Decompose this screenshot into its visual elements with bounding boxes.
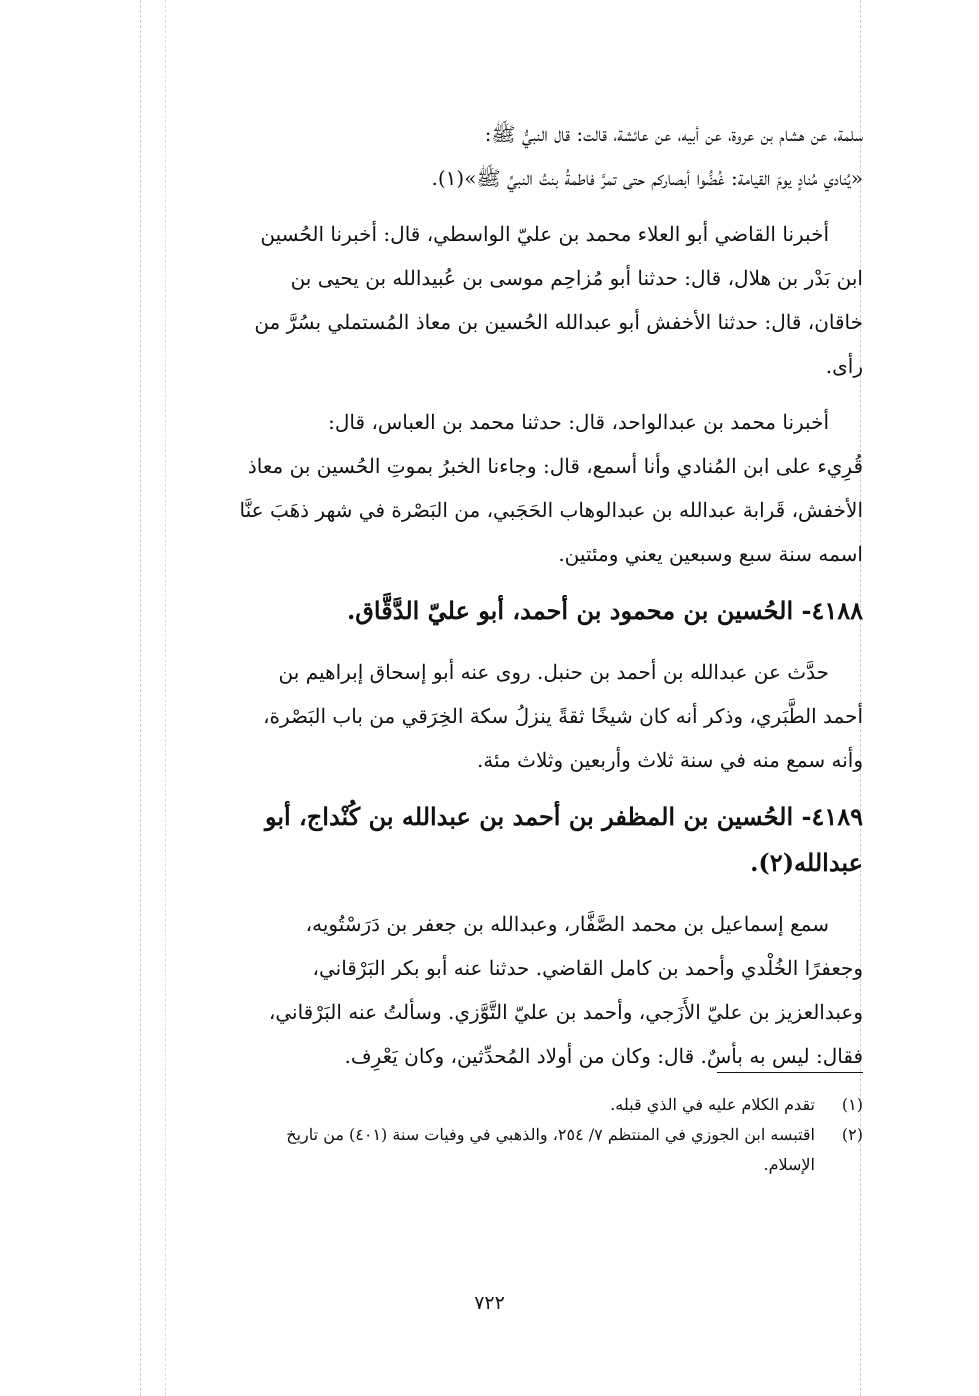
footnote-number: (١) xyxy=(841,1095,863,1114)
text-line: وعبدالعزيز بن عليّ الأَزَجي، وأحمد بن عليّ التَّوَّزي. وسألتُ عنه البَرْقاني، xyxy=(268,1000,863,1024)
footnotes xyxy=(145,1090,863,1180)
footnote-text xyxy=(145,1090,815,1120)
text-line: وجعفرًا الخُلْدي وأحمد بن كامل القاضي. حدثنا عنه أبو بكر البَرْقاني، xyxy=(312,956,863,980)
text-line: اسمه سنة سبع وسبعين يعني ومئتين. xyxy=(558,542,863,566)
heading-line: ٤١٨٩- الحُسين بن المظفر بن أحمد بن عبدالله بن كُنْداج، أبو xyxy=(264,802,863,831)
text-line: أخبرنا القاضي أبو العلاء محمد بن عليّ الواسطي، قال: أخبرنا الحُسين xyxy=(260,222,829,246)
heading-line: عبدالله(٢). xyxy=(750,848,863,877)
paragraph-2 xyxy=(145,212,863,388)
text-line: «يُنادي مُنادٍ يومَ القيامة: غُضُّوا أبصاركم حتى تمرَّ فاطمةُ بنتُ النبيِّ ﷺ»(١). xyxy=(431,166,863,190)
page-number: ٧٢٢ xyxy=(474,1292,505,1314)
footnote-divider xyxy=(717,1072,863,1073)
text-line: قُرِيء على ابن المُنادي وأنا أسمع، قال: وجاءنا الخبرُ بموتِ الحُسين بن معاذ xyxy=(247,454,863,478)
entry-heading-4188: ٤١٨٨- الحُسين بن محمود بن أحمد، أبو عليّ الدَّقَّاق. xyxy=(346,596,863,625)
entry-heading-4189 xyxy=(145,794,863,886)
paragraph-3 xyxy=(145,400,863,576)
text-line: وأنه سمع منه في سنة ثلاث وأربعين وثلاث مئة. xyxy=(476,748,863,772)
paragraph-4 xyxy=(145,650,863,782)
paragraph-5 xyxy=(145,902,863,1078)
text-line: أخبرنا محمد بن عبدالواحد، قال: حدثنا محمد بن العباس، قال: xyxy=(328,410,829,434)
footnote-2 xyxy=(145,1120,863,1180)
text-line: سمع إسماعيل بن محمد الصَّفَّار، وعبدالله بن جعفر بن دَرَسْتُويه، xyxy=(305,912,829,936)
text-line: حدَّث عن عبدالله بن أحمد بن حنبل. روى عنه أبو إسحاق إبراهيم بن xyxy=(278,660,829,684)
footnote-text xyxy=(145,1120,815,1180)
text-line: خاقان، قال: حدثنا الأخفش أبو عبدالله الحُسين بن معاذ المُستملي بسُرَّ من xyxy=(254,310,863,334)
main-text xyxy=(145,112,863,1090)
footnote-number: (٢) xyxy=(841,1125,863,1144)
scan-artifact-line xyxy=(140,0,141,1396)
text-line: رأى. xyxy=(825,354,863,378)
footnote-line: الإسلام. xyxy=(763,1155,815,1174)
paragraph-1 xyxy=(145,112,863,200)
text-line: أحمد الطَّبَري، وذكر أنه كان شيخًا ثقةً ينزلُ سكة الخِرَقي من باب البَصْرة، xyxy=(263,704,863,728)
footnote-line: اقتبسه ابن الجوزي في المنتظم ٧/ ٢٥٤، والذهبي في وفيات سنة (٤٠١) من تاريخ xyxy=(286,1125,815,1144)
text-line: فقال: ليس به بأسٌ. قال: وكان من أولاد المُحدِّثين، وكان يَعْرِف. xyxy=(344,1044,863,1068)
footnote-line: تقدم الكلام عليه في الذي قبله. xyxy=(610,1095,815,1114)
text-line: سلمة، عن هشام بن عروة، عن أبيه، عن عائشة، قالت: قال النبيُّ ﷺ: xyxy=(484,122,863,146)
footnote-1 xyxy=(145,1090,863,1120)
text-line: ابن بَدْر بن هلال، قال: حدثنا أبو مُزاحِم موسى بن عُبيدالله بن يحيى بن xyxy=(290,266,863,290)
text-line: الأخفش، قَرابة عبدالله بن عبدالوهاب الحَجَبي، من البَصْرة في شهر ذهَبَ عنَّا xyxy=(239,498,863,522)
